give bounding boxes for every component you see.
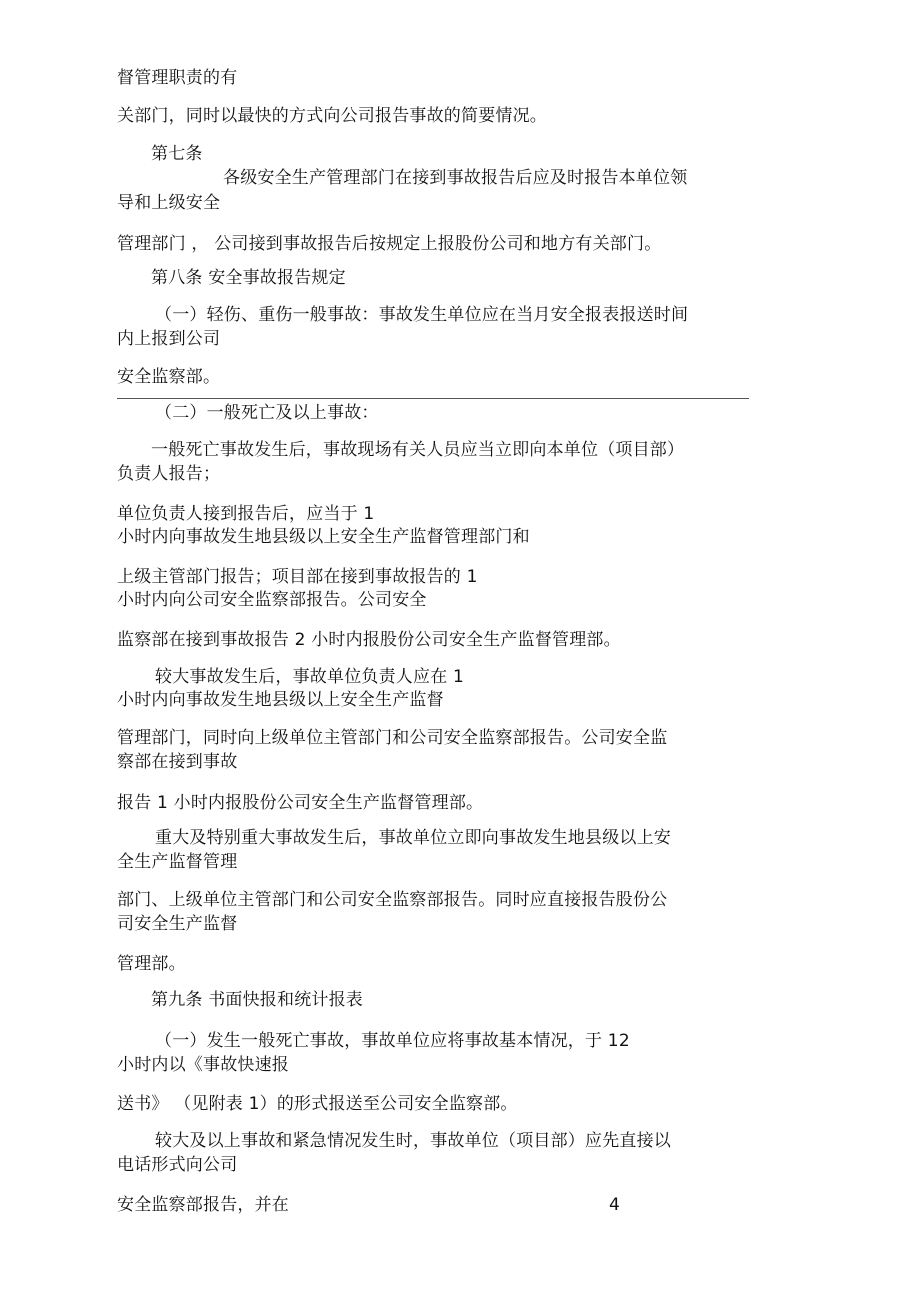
text-line: 内上报到公司	[117, 329, 221, 349]
text-line: 安全监察部报告，并在	[117, 1195, 289, 1215]
text-line: （二）一般死亡及以上事故：	[155, 403, 379, 423]
text-line: 重大及特别重大事故发生后，事故单位立即向事故发生地县级以上安	[155, 828, 671, 848]
text-line: 小时内向事故发生地县级以上安全生产监督管理部门和	[117, 527, 530, 547]
text-line: 部门、上级单位主管部门和公司安全监察部报告。同时应直接报告股份公	[117, 890, 668, 910]
text-line: 报告 1 小时内报股份公司安全生产监督管理部。	[117, 793, 484, 813]
text-line: 小时内以《事故快速报	[117, 1055, 289, 1075]
text-line: 督管理职责的有	[117, 68, 238, 88]
text-line: 司安全生产监督	[117, 914, 238, 934]
text-line: 导和上级安全	[117, 193, 221, 213]
text-line: （一）轻伤、重伤一般事故：事故发生单位应在当月安全报表报送时间	[155, 305, 689, 325]
text-line: 单位负责人接到报告后，应当于 1	[117, 504, 375, 524]
text-line: 关部门，同时以最快的方式向公司报告事故的简要情况。	[117, 106, 547, 126]
text-line: 较大事故发生后，事故单位负责人应在 1	[155, 667, 465, 687]
text-line: 小时内向公司安全监察部报告。公司安全	[117, 590, 427, 610]
page-number: 4	[609, 1195, 621, 1215]
text-line: 负责人报告；	[117, 464, 221, 484]
text-line: 管理部门 ， 公司接到事故报告后按规定上报股份公司和地方有关部门。	[117, 234, 662, 254]
text-line: 一般死亡事故发生后，事故现场有关人员应当立即向本单位（项目部）	[151, 440, 685, 460]
text-line: 上级主管部门报告；项目部在接到事故报告的 1	[117, 567, 478, 587]
text-line: 监察部在接到事故报告 2 小时内报股份公司安全生产监督管理部。	[117, 630, 621, 650]
text-line: 安全监察部。	[117, 367, 221, 387]
article-heading: 第八条 安全事故报告规定	[151, 268, 346, 288]
text-line: 察部在接到事故	[117, 752, 238, 772]
text-line: 小时内向事故发生地县级以上安全生产监督	[117, 690, 444, 710]
text-line: 送书》 （见附表 1）的形式报送至公司安全监察部。	[117, 1094, 518, 1114]
text-line: 管理部门，同时向上级单位主管部门和公司安全监察部报告。公司安全监	[117, 728, 668, 748]
divider-line	[117, 398, 749, 399]
text-line: 管理部。	[117, 954, 186, 974]
text-line: 各级安全生产管理部门在接到事故报告后应及时报告本单位领	[223, 168, 688, 188]
text-line: （一）发生一般死亡事故，事故单位应将事故基本情况，于 12	[155, 1031, 630, 1051]
text-line: 电话形式向公司	[117, 1155, 238, 1175]
article-heading: 第九条 书面快报和统计报表	[151, 990, 364, 1010]
text-line: 较大及以上事故和紧急情况发生时，事故单位（项目部）应先直接以	[155, 1131, 671, 1151]
article-heading: 第七条	[151, 144, 203, 164]
text-line: 全生产监督管理	[117, 852, 238, 872]
